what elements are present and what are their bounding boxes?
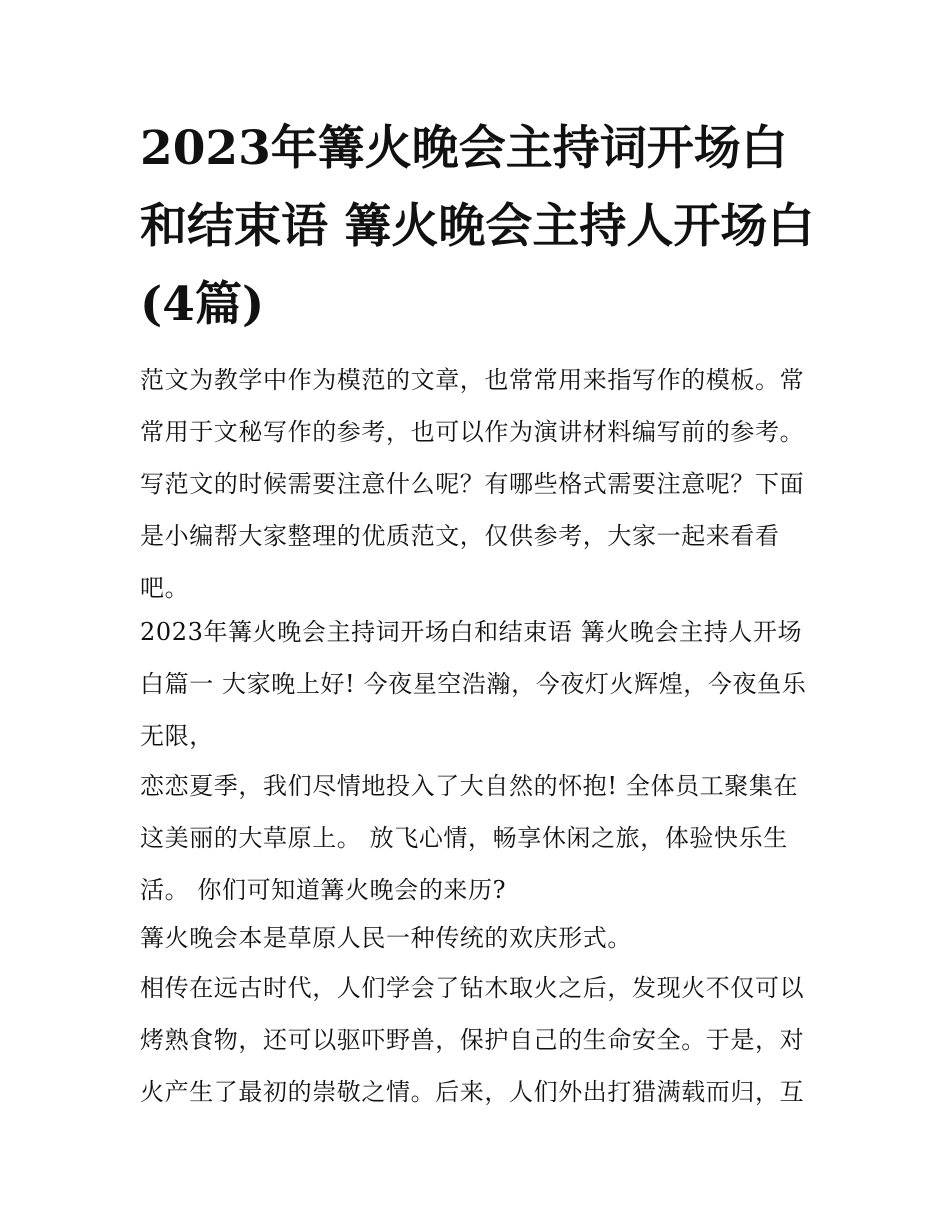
body-paragraph-history: 相传在远古时代，人们学会了钻木取火之后，发现火不仅可以烤熟食物，还可以驱吓野兽，保护自己的生命安全。于是，对火产生了最初的崇敬之情。后来，人们外出打猎满载而归，互 — [140, 974, 805, 1106]
body-paragraph-tradition: 篝火晚会本是草原人民一种传统的欢庆形式。 — [140, 924, 632, 952]
body-paragraph-summer: 恋恋夏季，我们尽情地投入了大自然的怀抱! 全体员工聚集在这美丽的大草原上。 放飞心情，畅享休闲之旅，体验快乐生活。 你们可知道篝火晚会的来历? — [140, 772, 799, 904]
section-heading-paragraph: 2023年篝火晚会主持词开场白和结束语 篝火晚会主持人开场白篇一 大家晚上好! 今夜星空浩瀚，今夜灯火辉煌，今夜鱼乐无限， — [140, 618, 807, 750]
document-title: 2023年篝火晚会主持词开场白和结束语 篝火晚会主持人开场白(4篇) — [140, 121, 815, 332]
intro-paragraph: 范文为教学中作为模范的文章，也常常用来指写作的模板。常常用于文秘写作的参考，也可以作为演讲材料编写前的参考。写范文的时候需要注意什么呢？有哪些格式需要注意呢？下面是小编帮大家整理的优质范文，仅供参考，大家一起来看看吧。 — [140, 366, 805, 602]
